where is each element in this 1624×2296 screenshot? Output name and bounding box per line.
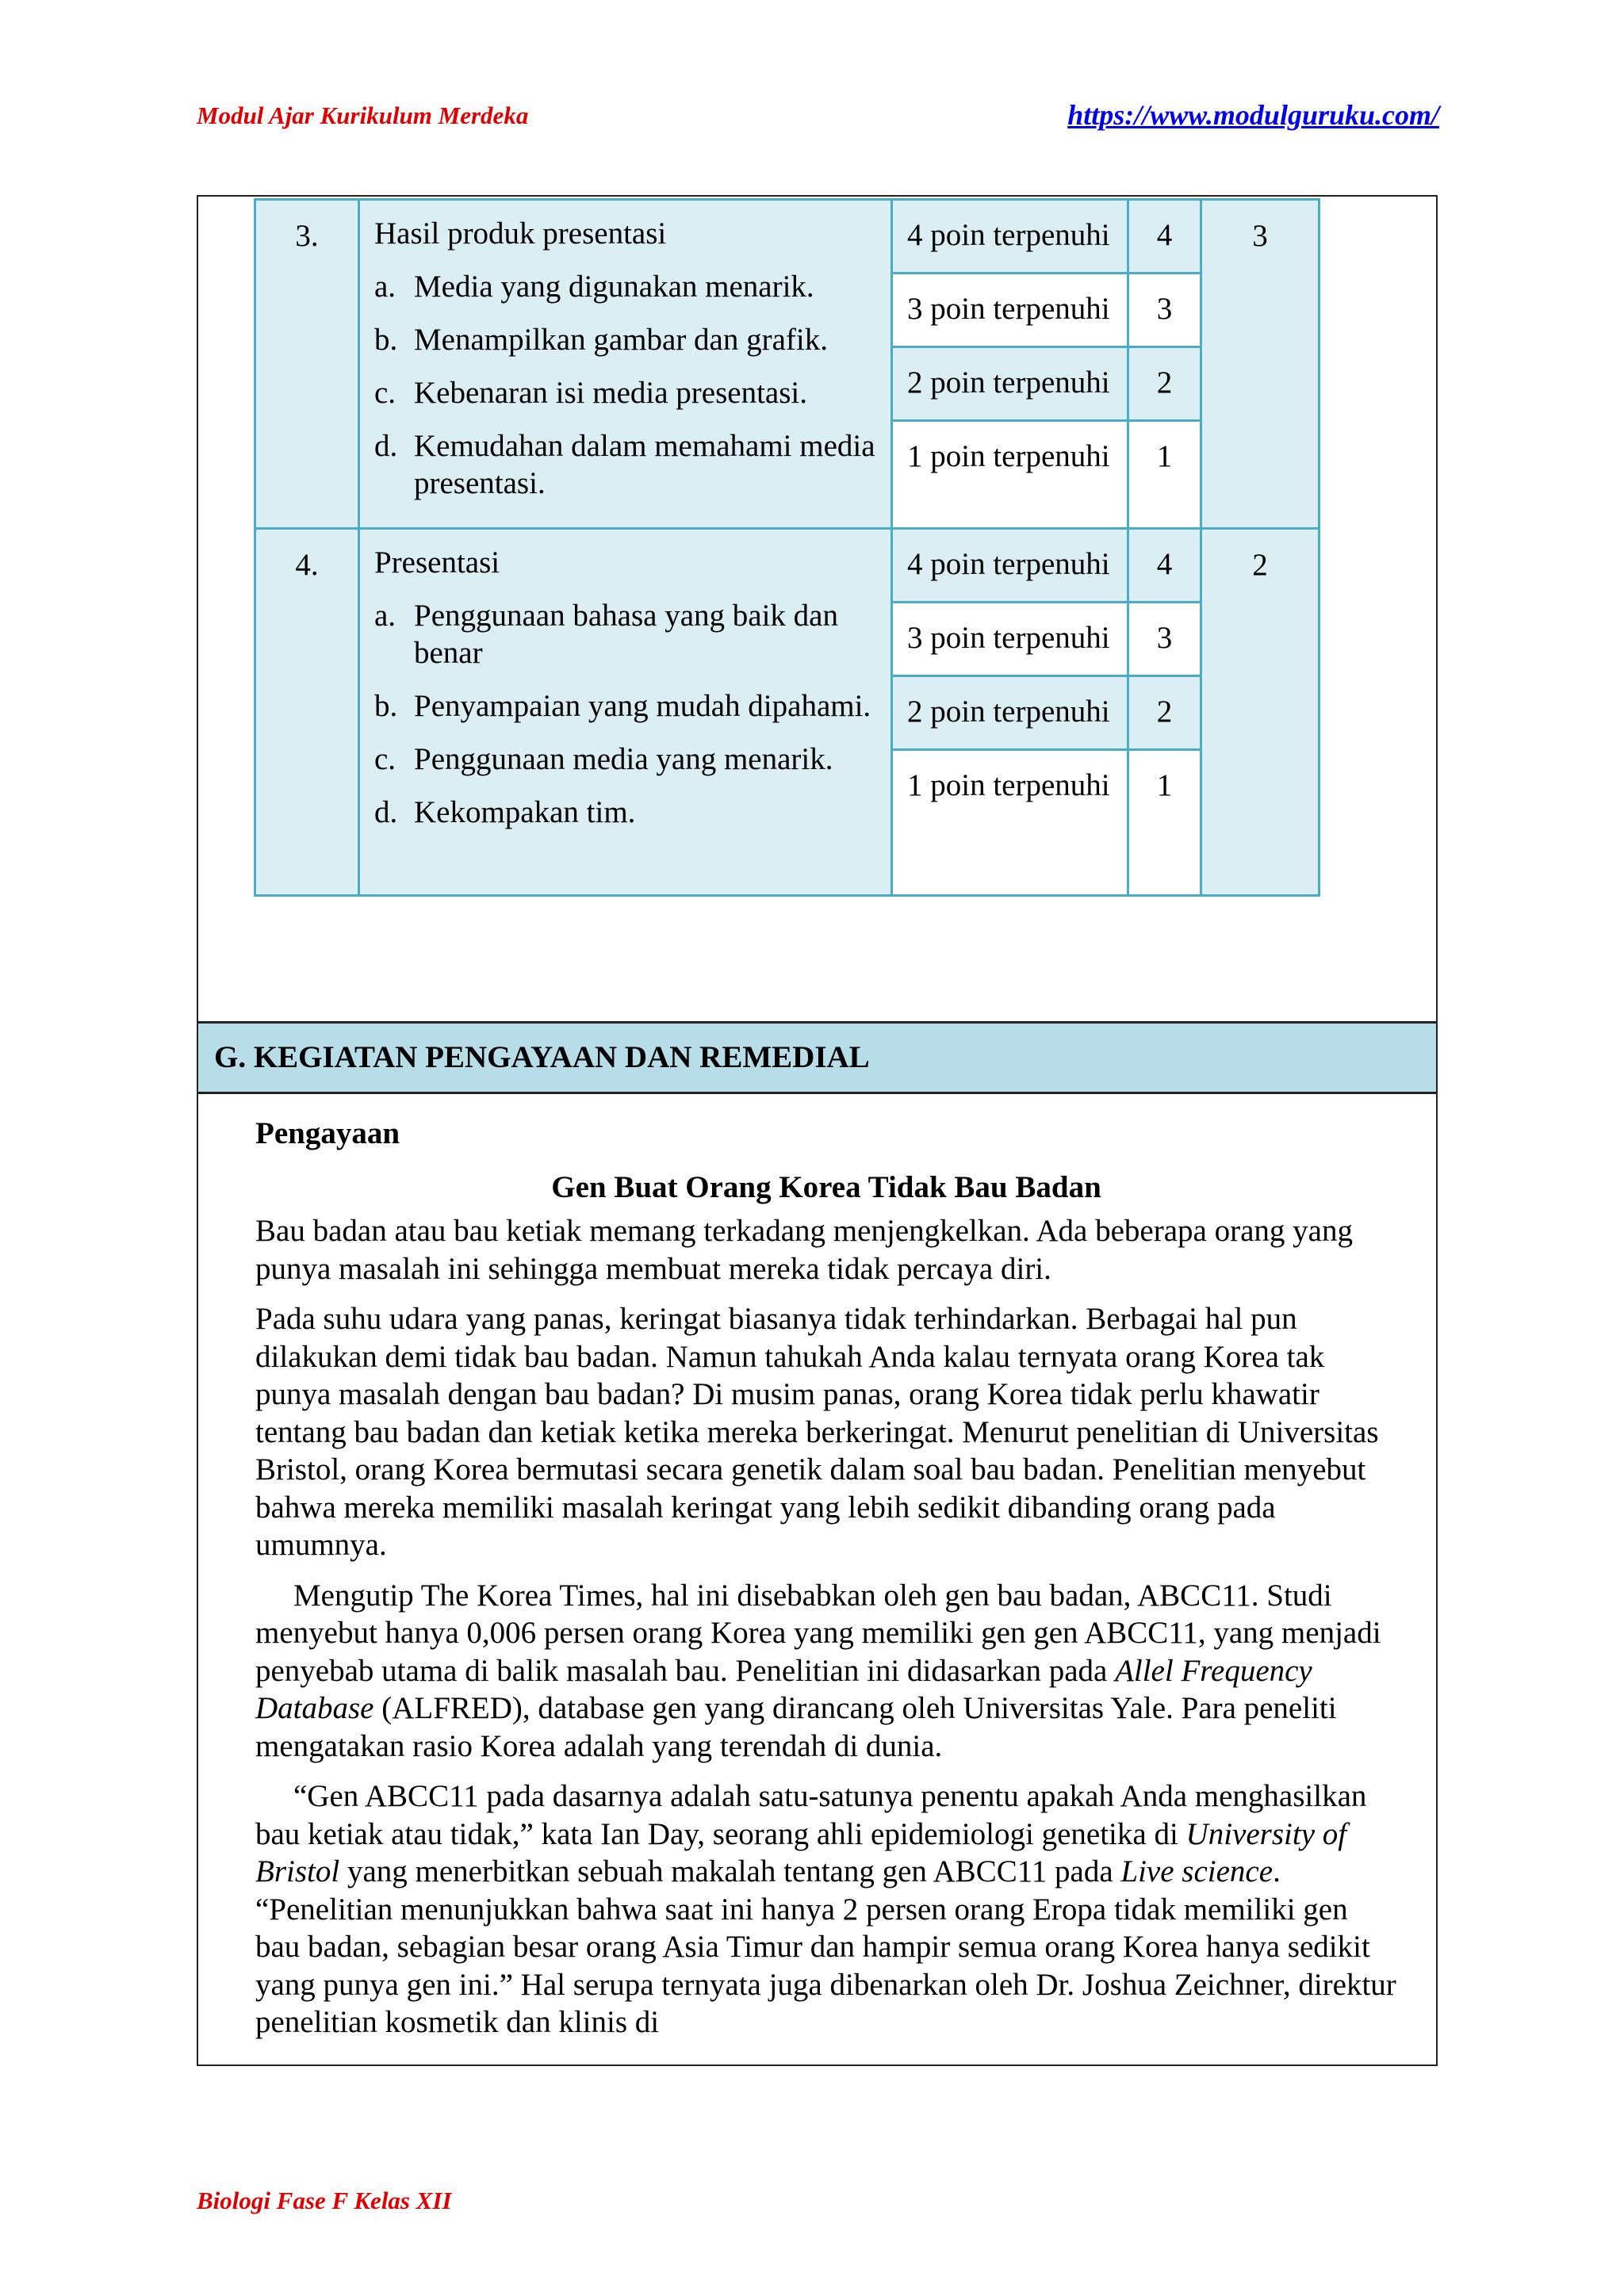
item-text: Kekompakan tim.: [414, 795, 636, 829]
level-score: 4: [1128, 200, 1201, 274]
paragraph-3: [255, 1577, 1397, 1766]
row-number: 4.: [255, 529, 359, 896]
item-letter: a.: [374, 270, 396, 304]
criteria-item: [374, 794, 876, 831]
weight-cell: 3: [1201, 200, 1320, 529]
item-text: Media yang digunakan menarik.: [414, 270, 814, 304]
level-score: 1: [1128, 750, 1201, 896]
item-text: Penyampaian yang mudah dipahami.: [414, 689, 871, 723]
text: . “Penelitian menunjukkan bahwa saat ini hanya 2 persen orang Eropa tidak memiliki gen bau badan, sebagian besar orang Asia Timur dan hampir semua orang Korea hanya sedikit yang punya gen ini.” Hal serupa ternyata juga dibenarkan oleh Dr. Joshua Zeichner, direktur penelitian kosmetik dan klinis di: [255, 1854, 1396, 2039]
criteria-cell: [359, 529, 892, 896]
level-score: 3: [1128, 603, 1201, 676]
table-row: [255, 529, 1320, 603]
level-score: 2: [1128, 347, 1201, 421]
rubric-table: [254, 198, 1320, 897]
criteria-cell: [359, 200, 892, 529]
level-label: 2 poin terpenuhi: [892, 347, 1128, 421]
level-label: 2 poin terpenuhi: [892, 676, 1128, 750]
level-score: 1: [1128, 421, 1201, 529]
italic-text: University of Bristol: [255, 1816, 1347, 1888]
criteria-title: Hasil produk presentasi: [374, 216, 667, 251]
level-label: 3 poin terpenuhi: [892, 603, 1128, 676]
criteria-item: [374, 268, 876, 305]
level-label: 1 poin terpenuhi: [892, 421, 1128, 529]
paragraph-4: [255, 1777, 1397, 2042]
subheading: Pengayaan: [255, 1116, 400, 1150]
item-letter: d.: [374, 795, 398, 829]
criteria-item: [374, 597, 876, 672]
item-letter: d.: [374, 429, 398, 463]
criteria-item: [374, 427, 876, 502]
item-letter: b.: [374, 323, 398, 357]
italic-text: Live science: [1120, 1854, 1274, 1888]
item-text: Kebenaran isi media presentasi.: [414, 376, 807, 410]
item-text: Kemudahan dalam memahami media presentasi.: [414, 429, 875, 500]
section-heading: G. KEGIATAN PENGAYAAN DAN REMEDIAL: [198, 1021, 1436, 1094]
item-letter: c.: [374, 376, 396, 410]
header-link[interactable]: https://www.modulguruku.com/: [1067, 99, 1439, 131]
italic-text: Allel Frequency Database: [255, 1653, 1312, 1725]
paragraph-2: Pada suhu udara yang panas, keringat biasanya tidak terhindarkan. Berbagai hal pun dilakukan demi tidak bau badan. Namun tahukah Anda kalau ternyata orang Korea tak punya masalah dengan bau badan? Di musim panas, orang Korea tidak perlu khawatir tentang bau badan dan ketiak ketika mereka berkeringat. Menurut penelitian di Universitas Bristol, orang Korea bermutasi secara genetik dalam soal bau badan. Penelitian menyebut bahwa mereka memiliki masalah keringat yang lebih sedikit dibanding orang pada umumnya.: [255, 1302, 1379, 1562]
header-title: Modul Ajar Kurikulum Merdeka: [197, 101, 529, 129]
item-letter: a.: [374, 599, 396, 633]
item-text: Penggunaan bahasa yang baik dan benar: [414, 599, 838, 670]
level-score: 3: [1128, 274, 1201, 347]
level-score: 2: [1128, 676, 1201, 750]
footer-text: Biologi Fase F Kelas XII: [197, 2187, 452, 2214]
paragraph-1: Bau badan atau bau ketiak memang terkadang menjengkelkan. Ada beberapa orang yang punya masalah ini sehingga membuat mereka tidak percaya diri.: [255, 1214, 1353, 1286]
article-title: Gen Buat Orang Korea Tidak Bau Badan: [551, 1169, 1101, 1204]
level-score: 4: [1128, 529, 1201, 603]
level-label: 1 poin terpenuhi: [892, 750, 1128, 896]
criteria-item: [374, 321, 876, 358]
content-frame: [197, 195, 1438, 2066]
level-label: 3 poin terpenuhi: [892, 274, 1128, 347]
item-text: Penggunaan media yang menarik.: [414, 742, 833, 776]
item-letter: b.: [374, 689, 398, 723]
level-label: 4 poin terpenuhi: [892, 529, 1128, 603]
item-letter: c.: [374, 742, 396, 776]
criteria-title: Presentasi: [374, 545, 500, 580]
criteria-item: [374, 740, 876, 778]
text: Mengutip The Korea Times, hal ini disebabkan oleh gen bau badan, ABCC11. Studi menyebut hanya 0,006 persen orang Korea yang memiliki gen gen ABCC11, yang menjadi penyebab utama di balik masalah bau. Penelitian ini didasarkan pada: [255, 1578, 1381, 1688]
criteria-item: [374, 687, 876, 725]
item-text: Menampilkan gambar dan grafik.: [414, 323, 828, 357]
criteria-item: [374, 374, 876, 411]
text: (ALFRED), database gen yang dirancang oleh Universitas Yale. Para peneliti mengatakan rasio Korea adalah yang terendah di dunia.: [255, 1691, 1337, 1763]
row-number: 3.: [255, 200, 359, 529]
level-label: 4 poin terpenuhi: [892, 200, 1128, 274]
text: “Gen ABCC11 pada dasarnya adalah satu-satunya penentu apakah Anda menghasilkan bau ketiak atau tidak,” kata Ian Day, seorang ahli epidemiologi genetika di: [255, 1779, 1367, 1851]
text: yang menerbitkan sebuah makalah tentang gen ABCC11 pada: [339, 1854, 1121, 1888]
weight-cell: 2: [1201, 529, 1320, 896]
enrichment-content: [255, 1115, 1397, 2054]
table-row: [255, 200, 1320, 274]
